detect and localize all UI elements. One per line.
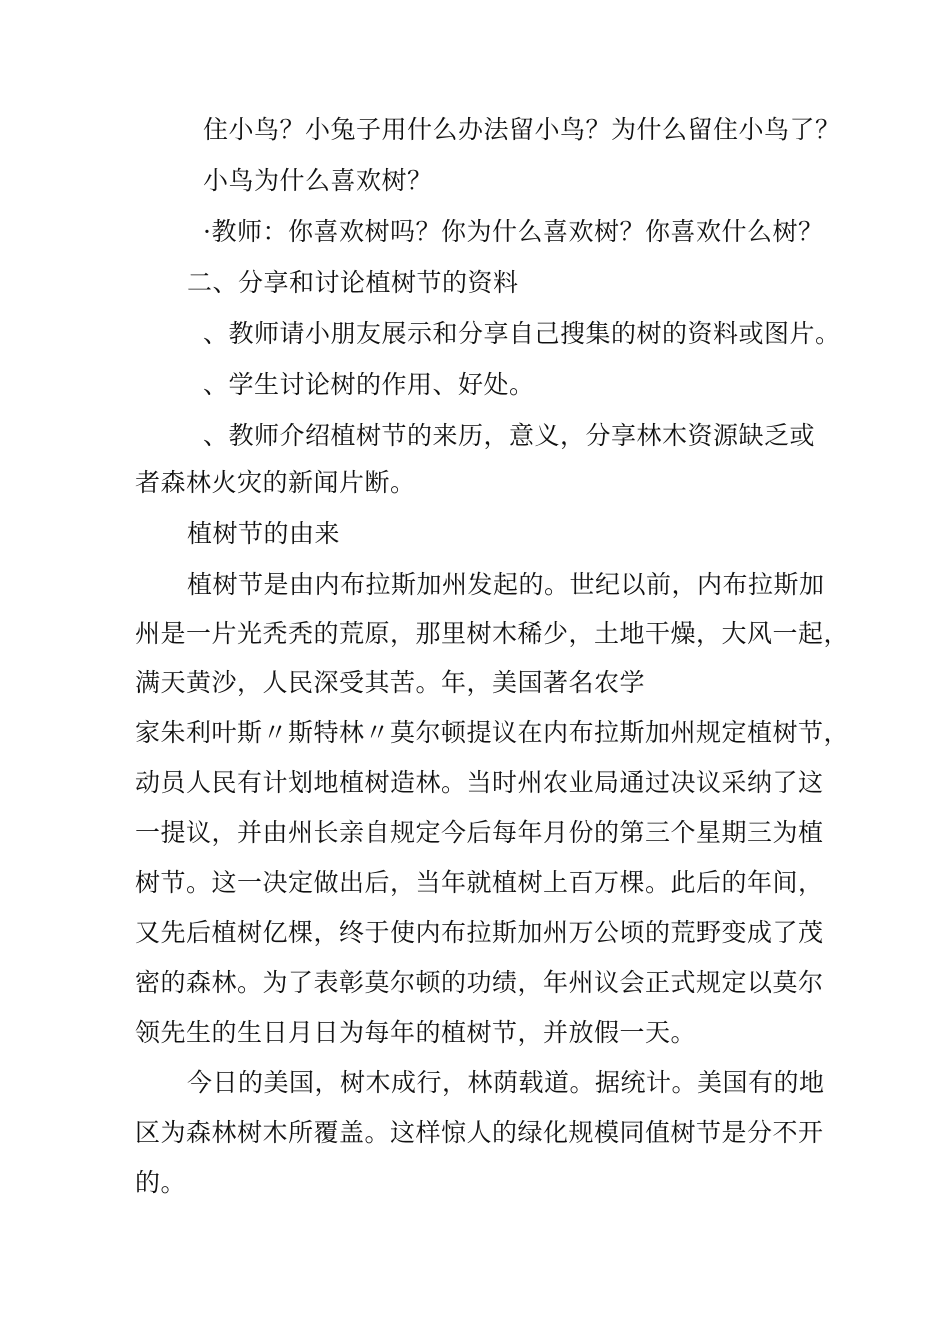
paragraph-line: 的。 xyxy=(135,1168,187,1197)
paragraph-line: 领先生的生日月日为每年的植树节，并放假一天。 xyxy=(135,1018,697,1047)
paragraph-line: 州是一片光秃秃的荒原，那里树木稀少，土地干燥，大风一起， xyxy=(135,619,850,648)
paragraph-line: 植树节是由内布拉斯加州发起的。世纪以前，内布拉斯加 xyxy=(187,570,825,599)
list-item: 、教师请小朋友展示和分享自己搜集的树的资料或图片。 xyxy=(203,319,841,348)
paragraph-line: 今日的美国，树木成行，林荫载道。据统计。美国有的地 xyxy=(187,1068,825,1097)
text-line: 小鸟为什么喜欢树？ xyxy=(203,166,433,195)
section-heading: 二、分享和讨论植树节的资料 xyxy=(187,268,519,297)
paragraph-line: 密的森林。为了表彰莫尔顿的功绩，年州议会正式规定以莫尔 xyxy=(135,968,824,997)
paragraph-line: 又先后植树亿棵，终于使内布拉斯加州万公顷的荒野变成了茂 xyxy=(135,918,824,947)
text-line: ·教师：你喜欢树吗？你为什么喜欢树？你喜欢什么树？ xyxy=(203,217,824,246)
paragraph-line: 家朱利叶斯〃斯特林〃莫尔顿提议在内布拉斯加州规定植树节， xyxy=(135,718,850,747)
list-item: 、教师介绍植树节的来历，意义，分享林木资源缺乏或 xyxy=(203,421,816,450)
list-item: 、学生讨论树的作用、好处。 xyxy=(203,370,535,399)
subsection-title: 植树节的由来 xyxy=(187,519,341,548)
paragraph-line: 一提议，并由州长亲自规定今后每年月份的第三个星期三为植 xyxy=(135,818,824,847)
text-line: 住小鸟？小兔子用什么办法留小鸟？为什么留住小鸟了？ xyxy=(203,115,841,144)
paragraph-line: 满天黄沙，人民深受其苦。年，美国著名农学 xyxy=(135,668,646,697)
text-line: 者森林火灾的新闻片断。 xyxy=(135,468,416,497)
paragraph-line: 区为森林树木所覆盖。这样惊人的绿化规模同值树节是分不开 xyxy=(135,1118,824,1147)
paragraph-line: 动员人民有计划地植树造林。当时州农业局通过决议采纳了这 xyxy=(135,768,824,797)
paragraph-line: 树节。这一决定做出后，当年就植树上百万棵。此后的年间， xyxy=(135,868,824,897)
